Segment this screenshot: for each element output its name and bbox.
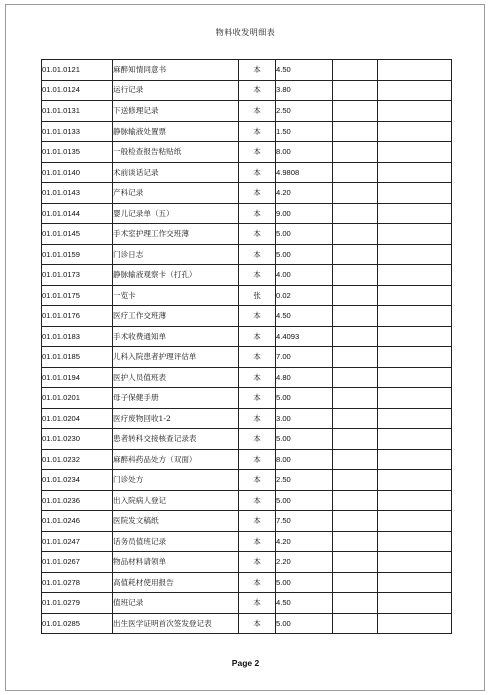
item-price-cell: 5.00 (276, 613, 333, 634)
item-unit-cell: 本 (239, 224, 276, 245)
item-name-cell: 麻醉知情同意书 (113, 60, 239, 81)
empty-cell (378, 572, 452, 593)
item-price-cell: 4.00 (276, 265, 333, 286)
item-unit-cell: 本 (239, 347, 276, 368)
item-unit-cell: 本 (239, 367, 276, 388)
empty-cell (333, 60, 378, 81)
item-unit-cell: 本 (239, 593, 276, 614)
empty-cell (378, 265, 452, 286)
item-unit-cell: 本 (239, 162, 276, 183)
item-name-cell: 手术收费通知单 (113, 326, 239, 347)
empty-cell (333, 367, 378, 388)
item-unit-cell: 本 (239, 449, 276, 470)
table-row (42, 142, 452, 163)
empty-cell (378, 490, 452, 511)
item-code-cell: 01.01.0285 (42, 613, 113, 634)
item-name-cell: 出入院病人登记 (113, 490, 239, 511)
empty-cell (378, 429, 452, 450)
empty-cell (333, 429, 378, 450)
item-price-cell: 5.00 (276, 572, 333, 593)
item-price-cell: 8.00 (276, 142, 333, 163)
item-code-cell: 01.01.0236 (42, 490, 113, 511)
empty-cell (333, 224, 378, 245)
item-name-cell: 运行记录 (113, 80, 239, 101)
table-row (42, 265, 452, 286)
item-name-cell: 婴儿记录单（五） (113, 203, 239, 224)
item-code-cell: 01.01.0145 (42, 224, 113, 245)
item-price-cell: 0.02 (276, 285, 333, 306)
table-row (42, 531, 452, 552)
item-code-cell: 01.01.0176 (42, 306, 113, 327)
item-name-cell: 静脉输液处置票 (113, 121, 239, 142)
item-code-cell: 01.01.0121 (42, 60, 113, 81)
item-unit-cell: 本 (239, 470, 276, 491)
table-row (42, 347, 452, 368)
empty-cell (333, 285, 378, 306)
item-code-cell: 01.01.0173 (42, 265, 113, 286)
item-unit-cell: 本 (239, 306, 276, 327)
item-code-cell: 01.01.0131 (42, 101, 113, 122)
item-unit-cell: 本 (239, 203, 276, 224)
item-code-cell: 01.01.0183 (42, 326, 113, 347)
item-name-cell: 医疗废物回收1-2 (113, 408, 239, 429)
item-unit-cell: 本 (239, 326, 276, 347)
item-code-cell: 01.01.0279 (42, 593, 113, 614)
item-code-cell: 01.01.0144 (42, 203, 113, 224)
item-price-cell: 8.00 (276, 449, 333, 470)
empty-cell (333, 306, 378, 327)
item-unit-cell: 本 (239, 121, 276, 142)
table-row (42, 552, 452, 573)
item-code-cell: 01.01.0140 (42, 162, 113, 183)
table-row (42, 429, 452, 450)
item-price-cell: 4.20 (276, 183, 333, 204)
item-code-cell: 01.01.0234 (42, 470, 113, 491)
empty-cell (378, 60, 452, 81)
empty-cell (333, 593, 378, 614)
empty-cell (378, 613, 452, 634)
item-name-cell: 产科记录 (113, 183, 239, 204)
item-price-cell: 4.50 (276, 60, 333, 81)
empty-cell (333, 408, 378, 429)
item-code-cell: 01.01.0278 (42, 572, 113, 593)
item-name-cell: 高值耗材使用报告 (113, 572, 239, 593)
item-name-cell: 医疗工作交班薄 (113, 306, 239, 327)
empty-cell (378, 408, 452, 429)
table-row (42, 593, 452, 614)
empty-cell (378, 511, 452, 532)
table-row (42, 367, 452, 388)
table-row (42, 80, 452, 101)
table-row (42, 224, 452, 245)
empty-cell (333, 347, 378, 368)
item-unit-cell: 本 (239, 408, 276, 429)
item-code-cell: 01.01.0246 (42, 511, 113, 532)
table-row (42, 326, 452, 347)
table-row (42, 449, 452, 470)
item-price-cell: 5.00 (276, 388, 333, 409)
empty-cell (378, 449, 452, 470)
item-unit-cell: 本 (239, 60, 276, 81)
item-name-cell: 一览卡 (113, 285, 239, 306)
item-unit-cell: 本 (239, 244, 276, 265)
item-name-cell: 手术室护理工作交班薄 (113, 224, 239, 245)
item-unit-cell: 本 (239, 265, 276, 286)
item-price-cell: 5.00 (276, 490, 333, 511)
item-name-cell: 麻醉科药品处方（双面） (113, 449, 239, 470)
table-row (42, 490, 452, 511)
empty-cell (333, 613, 378, 634)
item-code-cell: 01.01.0124 (42, 80, 113, 101)
item-code-cell: 01.01.0247 (42, 531, 113, 552)
page-title: 物料收发明细表 (215, 28, 276, 37)
empty-cell (378, 367, 452, 388)
item-name-cell: 下送修理记录 (113, 101, 239, 122)
empty-cell (378, 244, 452, 265)
empty-cell (378, 470, 452, 491)
item-unit-cell: 本 (239, 183, 276, 204)
item-price-cell: 5.00 (276, 224, 333, 245)
empty-cell (333, 326, 378, 347)
empty-cell (333, 388, 378, 409)
empty-cell (333, 449, 378, 470)
empty-cell (333, 101, 378, 122)
table-row (42, 285, 452, 306)
empty-cell (378, 142, 452, 163)
item-name-cell: 术前谈话记录 (113, 162, 239, 183)
empty-cell (378, 531, 452, 552)
empty-cell (378, 347, 452, 368)
empty-cell (378, 326, 452, 347)
item-unit-cell: 本 (239, 142, 276, 163)
empty-cell (333, 142, 378, 163)
item-unit-cell: 本 (239, 613, 276, 634)
item-code-cell: 01.01.0267 (42, 552, 113, 573)
empty-cell (333, 490, 378, 511)
table-row (42, 244, 452, 265)
item-code-cell: 01.01.0133 (42, 121, 113, 142)
item-price-cell: 2.20 (276, 552, 333, 573)
item-code-cell: 01.01.0230 (42, 429, 113, 450)
empty-cell (333, 80, 378, 101)
table-row (42, 183, 452, 204)
material-table (41, 59, 452, 634)
item-name-cell: 母子保健手册 (113, 388, 239, 409)
item-code-cell: 01.01.0143 (42, 183, 113, 204)
item-unit-cell: 本 (239, 388, 276, 409)
table-row (42, 613, 452, 634)
table-row (42, 162, 452, 183)
item-price-cell: 1.50 (276, 121, 333, 142)
item-code-cell: 01.01.0135 (42, 142, 113, 163)
item-name-cell: 值班记录 (113, 593, 239, 614)
table-row (42, 121, 452, 142)
empty-cell (378, 552, 452, 573)
empty-cell (333, 162, 378, 183)
item-unit-cell: 本 (239, 80, 276, 101)
item-name-cell: 出生医学证明首次签发登记表 (113, 613, 239, 634)
empty-cell (378, 101, 452, 122)
item-code-cell: 01.01.0232 (42, 449, 113, 470)
item-price-cell: 2.50 (276, 470, 333, 491)
item-price-cell: 3.00 (276, 408, 333, 429)
item-price-cell: 7.50 (276, 511, 333, 532)
item-code-cell: 01.01.0159 (42, 244, 113, 265)
item-price-cell: 4.80 (276, 367, 333, 388)
table-row (42, 203, 452, 224)
page-number: Page 2 (231, 658, 260, 668)
table-body (42, 60, 452, 634)
table-row (42, 60, 452, 81)
item-name-cell: 医护人员值班表 (113, 367, 239, 388)
item-code-cell: 01.01.0185 (42, 347, 113, 368)
item-name-cell: 患者转科交接核查记录表 (113, 429, 239, 450)
empty-cell (378, 183, 452, 204)
item-unit-cell: 本 (239, 429, 276, 450)
empty-cell (378, 593, 452, 614)
table-row (42, 101, 452, 122)
item-price-cell: 4.20 (276, 531, 333, 552)
item-price-cell: 5.00 (276, 429, 333, 450)
empty-cell (378, 121, 452, 142)
empty-cell (378, 80, 452, 101)
empty-cell (378, 224, 452, 245)
item-name-cell: 一般检查报告粘贴纸 (113, 142, 239, 163)
empty-cell (378, 162, 452, 183)
item-price-cell: 9.00 (276, 203, 333, 224)
item-name-cell: 话务员值班记录 (113, 531, 239, 552)
item-price-cell: 7.00 (276, 347, 333, 368)
item-price-cell: 3.80 (276, 80, 333, 101)
empty-cell (378, 285, 452, 306)
empty-cell (333, 183, 378, 204)
item-price-cell: 4.9808 (276, 162, 333, 183)
table-row (42, 408, 452, 429)
table-row (42, 470, 452, 491)
item-price-cell: 5.00 (276, 244, 333, 265)
item-unit-cell: 本 (239, 552, 276, 573)
empty-cell (378, 203, 452, 224)
table-row (42, 511, 452, 532)
item-name-cell: 门诊日志 (113, 244, 239, 265)
item-code-cell: 01.01.0204 (42, 408, 113, 429)
table-row (42, 306, 452, 327)
item-name-cell: 儿科入院患者护理评估单 (113, 347, 239, 368)
item-code-cell: 01.01.0175 (42, 285, 113, 306)
empty-cell (378, 306, 452, 327)
empty-cell (333, 470, 378, 491)
item-code-cell: 01.01.0194 (42, 367, 113, 388)
empty-cell (333, 244, 378, 265)
empty-cell (333, 531, 378, 552)
item-unit-cell: 本 (239, 511, 276, 532)
table-row (42, 388, 452, 409)
item-price-cell: 2.50 (276, 101, 333, 122)
item-price-cell: 4.4093 (276, 326, 333, 347)
item-name-cell: 门诊处方 (113, 470, 239, 491)
item-name-cell: 静脉输液观察卡（打孔） (113, 265, 239, 286)
item-code-cell: 01.01.0201 (42, 388, 113, 409)
empty-cell (333, 265, 378, 286)
item-unit-cell: 本 (239, 531, 276, 552)
item-price-cell: 4.50 (276, 306, 333, 327)
empty-cell (333, 121, 378, 142)
table-row (42, 572, 452, 593)
item-name-cell: 医院发文稿纸 (113, 511, 239, 532)
empty-cell (378, 388, 452, 409)
item-unit-cell: 本 (239, 101, 276, 122)
item-price-cell: 4.50 (276, 593, 333, 614)
item-name-cell: 物品材料请领单 (113, 552, 239, 573)
empty-cell (333, 572, 378, 593)
item-unit-cell: 本 (239, 572, 276, 593)
empty-cell (333, 552, 378, 573)
item-unit-cell: 本 (239, 490, 276, 511)
item-unit-cell: 张 (239, 285, 276, 306)
empty-cell (333, 203, 378, 224)
empty-cell (333, 511, 378, 532)
